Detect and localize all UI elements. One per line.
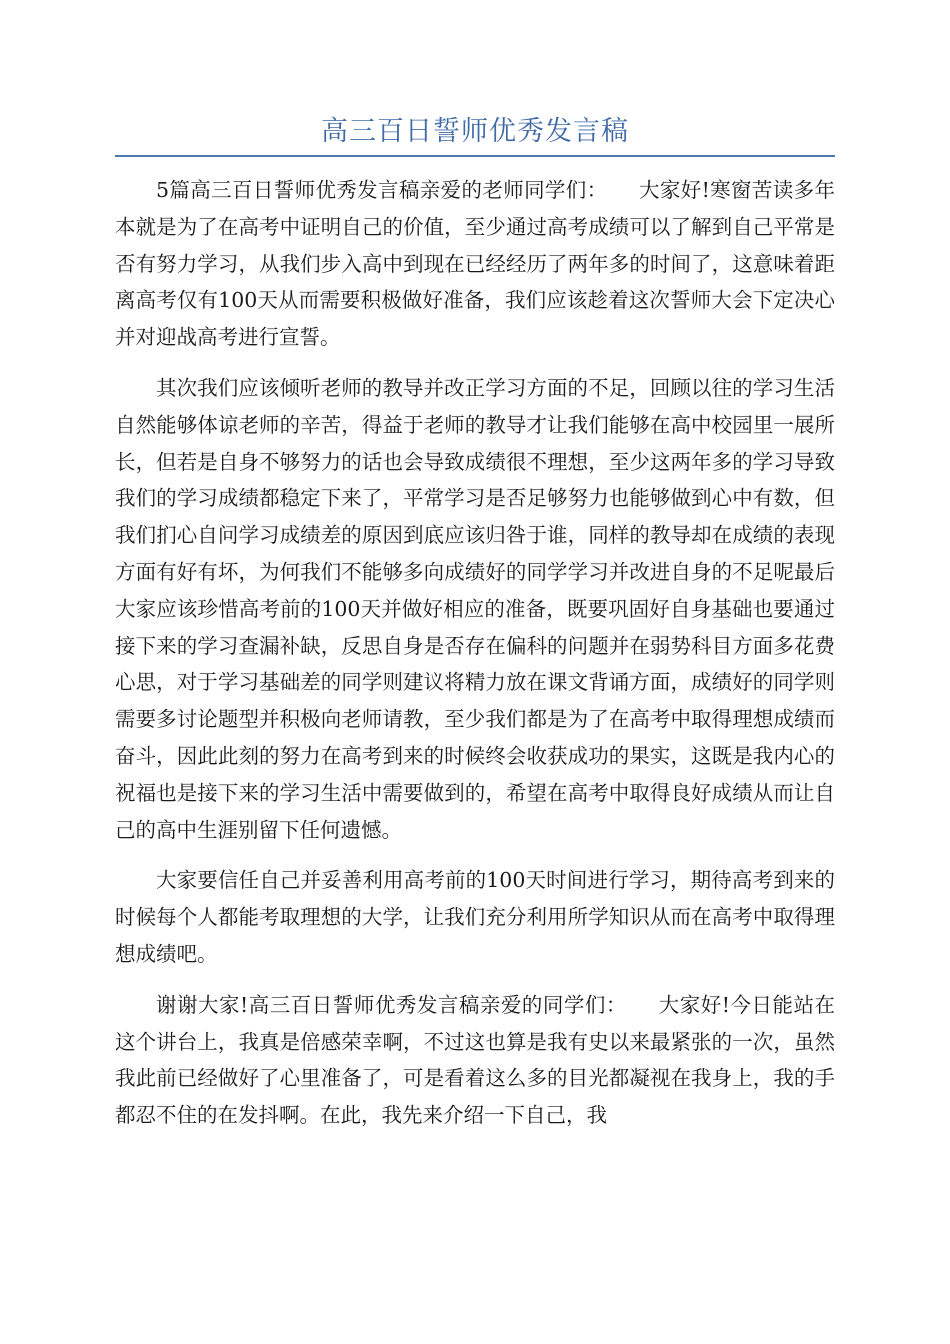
paragraph: 其次我们应该倾听老师的教导并改正学习方面的不足，回顾以往的学习生活自然能够体谅老师的辛苦，得益于老师的教导才让我们能够在高中校园里一展所长，但若是自身不够努力的话也会导致成绩很不理想，至少这两年多的学习导致我们的学习成绩都稳定下来了，平常学习是否足够努力也能够做到心中有数，但我们扪心自问学习成绩差的原因到底应该归咎于谁，同样的教导却在成绩的表现方面有好有坏，为何我们不能够多向成绩好的同学学习并改进自身的不足呢最后大家应该珍惜高考前的100天并做好相应的准备，既要巩固好自身基础也要通过接下来的学习查漏补缺，反思自身是否存在偏科的问题并在弱势科目方面多花费心思，对于学习基础差的同学则建议将精力放在课文背诵方面，成绩好的同学则需要多讨论题型并积极向老师请教，至少我们都是为了在高考中取得理想成绩而奋斗，因此此刻的努力在高考到来的时候终会收获成功的果实，这既是我内心的祝福也是接下来的学习生活中需要做到的，希望在高考中取得良好成绩从而让自己的高中生涯别留下任何遗憾。 xyxy=(115,375,835,842)
paragraph: 大家要信任自己并妥善利用高考前的100天时间进行学习，期待高考到来的时候每个人都能考取理想的大学，让我们充分利用所学知识从而在高考中取得理想成绩吧。 xyxy=(115,868,835,966)
document-body xyxy=(115,172,835,1148)
document-title: 高三百日誓师优秀发言稿 xyxy=(321,116,629,147)
paragraph: 谢谢大家!高三百日誓师优秀发言稿亲爱的同学们： 大家好!今日能站在这个讲台上，我真是倍感荣幸啊，不过这也算是我有史以来最紧张的一次，虽然我此前已经做好了心里准备了，可是看着这么多的目光都凝视在我身上，我的手都忍不住的在发抖啊。在此，我先来介绍一下自己，我 xyxy=(115,992,835,1128)
paragraph: 5篇高三百日誓师优秀发言稿亲爱的老师同学们： 大家好!寒窗苦读多年本就是为了在高考中证明自己的价值，至少通过高考成绩可以了解到自己平常是否有努力学习，从我们步入高中到现在已经经历了两年多的时间了，这意味着距离高考仅有100天从而需要积极做好准备，我们应该趁着这次誓师大会下定决心并对迎战高考进行宣誓。 xyxy=(115,178,835,350)
title-underline xyxy=(115,155,835,157)
